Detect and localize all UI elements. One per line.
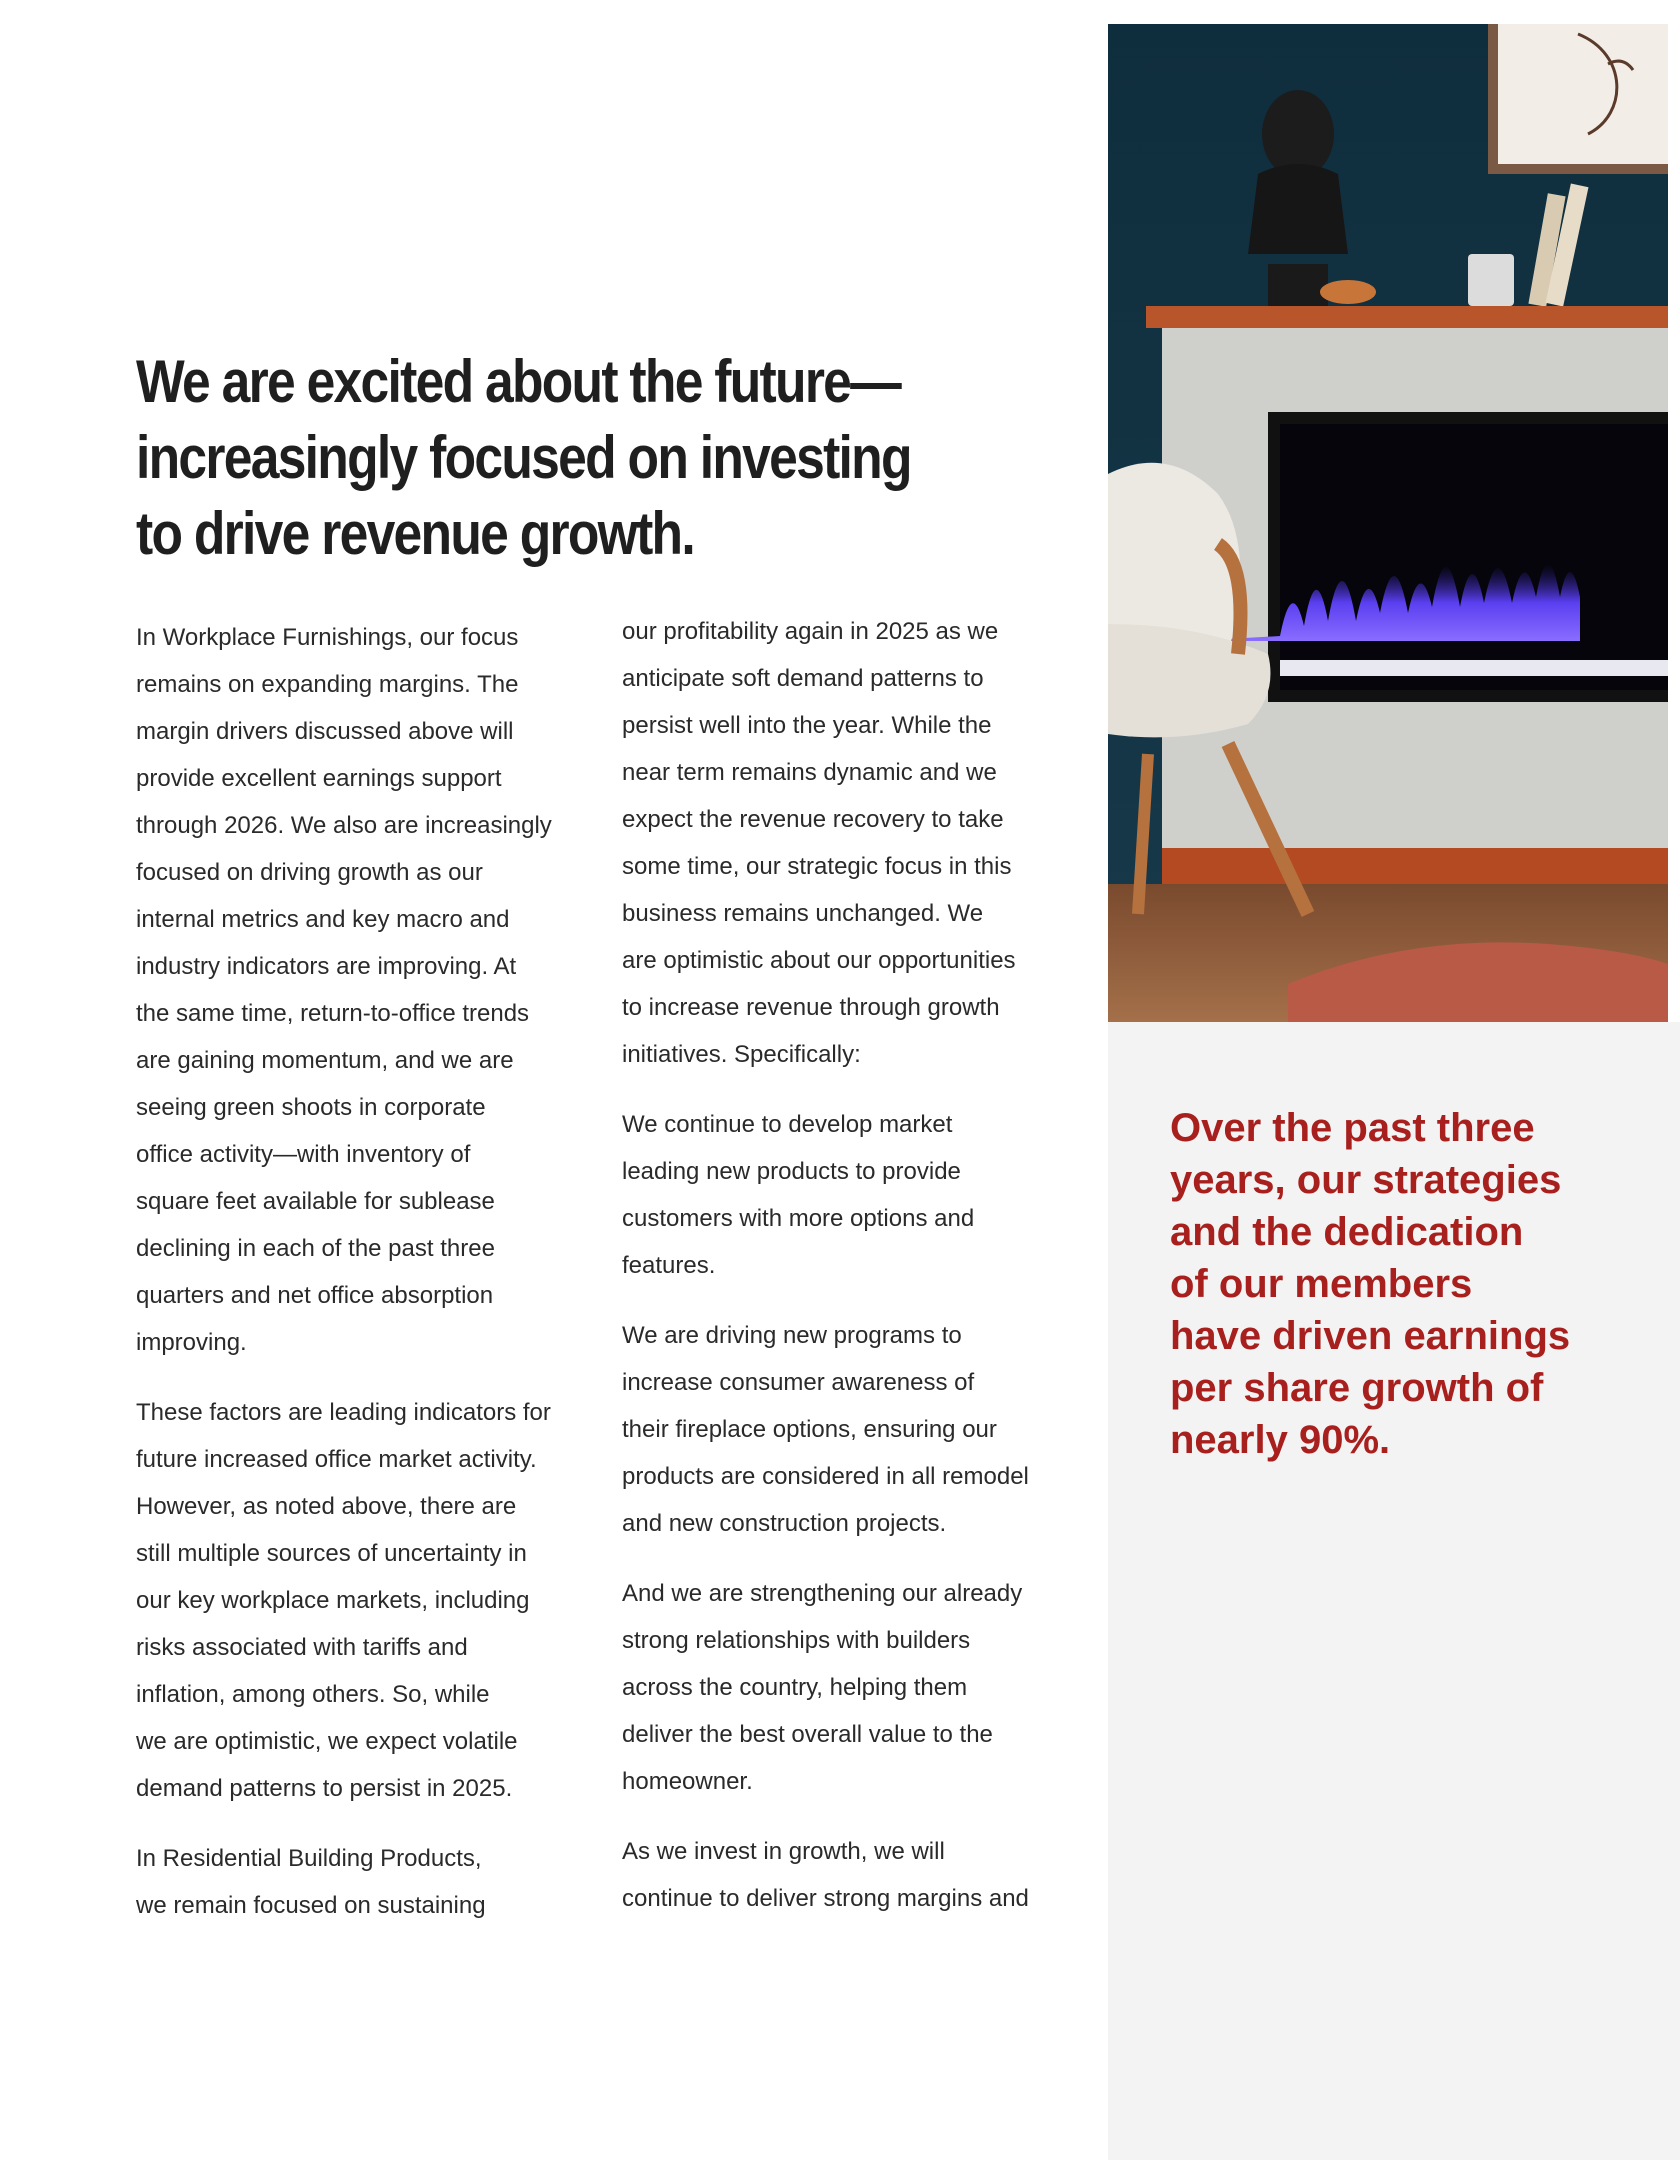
text-line: persist well into the year. While the: [622, 712, 992, 739]
text-line: industry indicators are improving. At: [136, 953, 517, 980]
text-line: internal metrics and key macro and: [136, 906, 510, 933]
invest-paragraph: [622, 1828, 1077, 1922]
text-line: We are driving new programs to: [622, 1322, 962, 1349]
fireplace-photo: [1108, 24, 1668, 1022]
text-line: across the country, helping them: [622, 1674, 968, 1701]
profitability-paragraph: [622, 608, 1077, 1078]
text-line: provide excellent earnings support: [136, 765, 502, 792]
residential-paragraph: [136, 1835, 591, 1929]
text-line: margin drivers discussed above will: [136, 718, 514, 745]
text-line: declining in each of the past three: [136, 1235, 495, 1262]
text-line: we are optimistic, we expect volatile: [136, 1728, 518, 1755]
text-line: focused on driving growth as our: [136, 859, 483, 886]
text-line: our key workplace markets, including: [136, 1587, 530, 1614]
headline-line: increasingly focused on investing: [136, 424, 911, 491]
pullquote-line: of our members: [1170, 1262, 1473, 1306]
text-line: expect the revenue recovery to take: [622, 806, 1004, 833]
pullquote-line: have driven earnings: [1170, 1314, 1571, 1358]
headline: [136, 344, 911, 572]
text-line: As we invest in growth, we will: [622, 1838, 945, 1865]
text-line: And we are strengthening our already: [622, 1580, 1023, 1607]
text-line: However, as noted above, there are: [136, 1493, 517, 1520]
indicators-paragraph: [136, 1389, 591, 1812]
text-line: still multiple sources of uncertainty in: [136, 1540, 527, 1567]
text-line: risks associated with tariffs and: [136, 1634, 468, 1661]
text-line: square feet available for sublease: [136, 1188, 495, 1215]
pullquote-line: years, our strategies: [1170, 1158, 1562, 1202]
text-line: office activity—with inventory of: [136, 1141, 471, 1168]
text-line: homeowner.: [622, 1768, 753, 1795]
text-line: increase consumer awareness of: [622, 1369, 975, 1396]
pullquote-line: Over the past three: [1170, 1106, 1535, 1150]
text-line: are gaining momentum, and we are: [136, 1047, 514, 1074]
text-line: to increase revenue through growth: [622, 994, 1000, 1021]
text-line: are optimistic about our opportunities: [622, 947, 1016, 974]
programs-paragraph: [622, 1312, 1077, 1547]
text-line: their fireplace options, ensuring our: [622, 1416, 997, 1443]
text-line: through 2026. We also are increasingly: [136, 812, 552, 839]
text-line: These factors are leading indicators for: [136, 1399, 551, 1426]
text-line: our profitability again in 2025 as we: [622, 618, 999, 645]
text-line: the same time, return-to-office trends: [136, 1000, 530, 1027]
text-line: improving.: [136, 1329, 247, 1356]
text-line: initiatives. Specifically:: [622, 1041, 861, 1068]
text-line: continue to deliver strong margins and: [622, 1885, 1029, 1912]
text-line: business remains unchanged. We: [622, 900, 984, 927]
builders-paragraph: [622, 1570, 1077, 1805]
left-column: [136, 614, 591, 1952]
text-line: seeing green shoots in corporate: [136, 1094, 486, 1121]
text-line: deliver the best overall value to the: [622, 1721, 993, 1748]
text-line: strong relationships with builders: [622, 1627, 971, 1654]
text-line: near term remains dynamic and we: [622, 759, 997, 786]
text-line: leading new products to provide: [622, 1158, 961, 1185]
text-line: we remain focused on sustaining: [136, 1892, 486, 1919]
products-paragraph: [622, 1101, 1077, 1289]
pullquote: [1170, 1102, 1640, 1466]
text-line: remains on expanding margins. The: [136, 671, 519, 698]
pullquote-line: per share growth of: [1170, 1366, 1544, 1410]
text-line: We continue to develop market: [622, 1111, 953, 1138]
pullquote-line: and the dedication: [1170, 1210, 1524, 1254]
text-line: some time, our strategic focus in this: [622, 853, 1012, 880]
text-line: In Workplace Furnishings, our focus: [136, 624, 519, 651]
text-line: products are considered in all remodel: [622, 1463, 1029, 1490]
headline-line: to drive revenue growth.: [136, 500, 694, 567]
text-line: customers with more options and: [622, 1205, 975, 1232]
right-column: [622, 608, 1077, 1945]
pullquote-line: nearly 90%.: [1170, 1418, 1391, 1462]
text-line: inflation, among others. So, while: [136, 1681, 490, 1708]
side-panel: [1108, 1022, 1680, 2160]
text-line: quarters and net office absorption: [136, 1282, 494, 1309]
text-line: and new construction projects.: [622, 1510, 947, 1537]
text-line: future increased office market activity.: [136, 1446, 537, 1473]
headline-line: We are excited about the future—: [136, 348, 901, 415]
workplace-paragraph: [136, 614, 591, 1366]
text-line: anticipate soft demand patterns to: [622, 665, 984, 692]
text-line: In Residential Building Products,: [136, 1845, 482, 1872]
text-line: demand patterns to persist in 2025.: [136, 1775, 513, 1802]
text-line: features.: [622, 1252, 716, 1279]
